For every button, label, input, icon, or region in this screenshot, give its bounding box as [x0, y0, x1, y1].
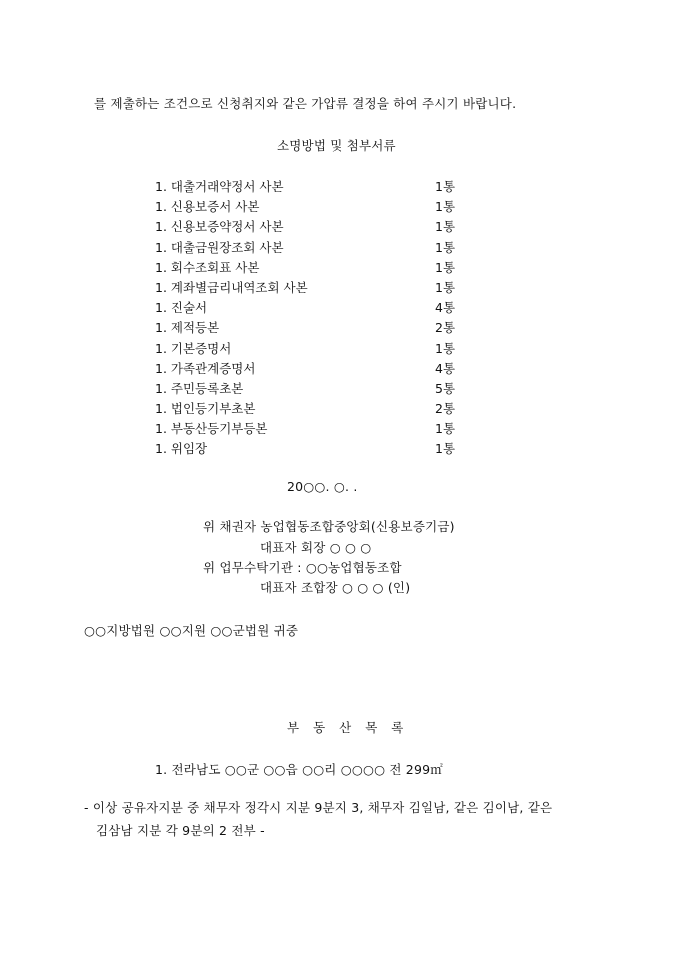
attachment-qty: 1통 — [435, 239, 456, 255]
attachment-label: 1. 위임장 — [155, 441, 208, 457]
date-line: 20○○. ○. . — [287, 479, 358, 494]
intro-line: 를 제출하는 조건으로 신청취지와 같은 가압류 결정을 하여 주시기 바랍니다. — [94, 96, 517, 111]
attachment-label: 1. 계좌별금리내역조회 사본 — [155, 279, 308, 295]
list-item — [155, 339, 475, 359]
attachment-label: 1. 회수조회표 사본 — [155, 259, 260, 275]
note-line-1: - 이상 공유자지분 중 채무자 정각시 지분 9분지 3, 채무자 김일남, 같은 김이남, 같은 — [84, 800, 553, 815]
trustee-line: 위 업무수탁기관 : ○○농업협동조합 — [203, 560, 402, 575]
list-item — [155, 379, 475, 399]
attachment-qty: 1통 — [435, 179, 456, 194]
list-item — [155, 278, 475, 298]
attachment-label: 1. 신용보증서 사본 — [155, 199, 260, 215]
list-item — [155, 197, 475, 217]
list-item — [155, 217, 475, 237]
list-item — [155, 258, 475, 278]
attachment-label: 1. 대출거래약정서 사본 — [155, 179, 284, 194]
attachment-qty: 5통 — [435, 380, 456, 396]
attachment-qty: 4통 — [435, 300, 456, 316]
property-item: 1. 전라남도 ○○군 ○○읍 ○○리 ○○○○ 전 299㎡ — [155, 762, 443, 777]
attachment-qty: 1통 — [435, 259, 456, 275]
list-item — [155, 419, 475, 439]
attachment-list — [155, 177, 475, 460]
list-item — [155, 399, 475, 419]
attachment-qty: 2통 — [435, 401, 456, 417]
property-title: 부동산목록 — [287, 720, 418, 735]
attachment-label: 1. 제적등본 — [155, 320, 220, 336]
list-item — [155, 359, 475, 379]
attachment-label: 1. 법인등기부초본 — [155, 401, 256, 417]
attachment-qty: 1통 — [435, 421, 456, 437]
attachment-qty: 1통 — [435, 279, 456, 295]
creditor-representative: 대표자 회장 ○ ○ ○ — [260, 540, 372, 555]
attachment-qty: 2통 — [435, 320, 456, 336]
attachment-qty: 1통 — [435, 199, 456, 215]
attachment-qty: 1통 — [435, 441, 456, 457]
creditor-line: 위 채권자 농업협동조합중앙회(신용보증기금) — [203, 519, 455, 534]
list-item — [155, 298, 475, 318]
attachment-label: 1. 부동산등기부등본 — [155, 421, 268, 437]
trustee-representative: 대표자 조합장 ○ ○ ○ (인) — [260, 580, 411, 595]
note-line-2: 김삼남 지분 각 9분의 2 전부 - — [96, 823, 265, 838]
attachment-label: 1. 대출금원장조회 사본 — [155, 239, 284, 255]
attachment-label: 1. 주민등록초본 — [155, 380, 244, 396]
list-item — [155, 177, 475, 197]
attachment-label: 1. 가족관계증명서 — [155, 360, 256, 376]
attachment-qty: 4통 — [435, 360, 456, 376]
section-title: 소명방법 및 첨부서류 — [277, 138, 396, 153]
list-item — [155, 318, 475, 338]
attachment-label: 1. 기본증명서 — [155, 340, 232, 356]
attachment-qty: 1통 — [435, 219, 456, 235]
attachment-label: 1. 진술서 — [155, 300, 208, 316]
court-addressee: ○○지방법원 ○○지원 ○○군법원 귀중 — [84, 623, 299, 638]
attachment-label: 1. 신용보증약정서 사본 — [155, 219, 284, 235]
attachment-qty: 1통 — [435, 340, 456, 356]
list-item — [155, 238, 475, 258]
list-item — [155, 439, 475, 459]
